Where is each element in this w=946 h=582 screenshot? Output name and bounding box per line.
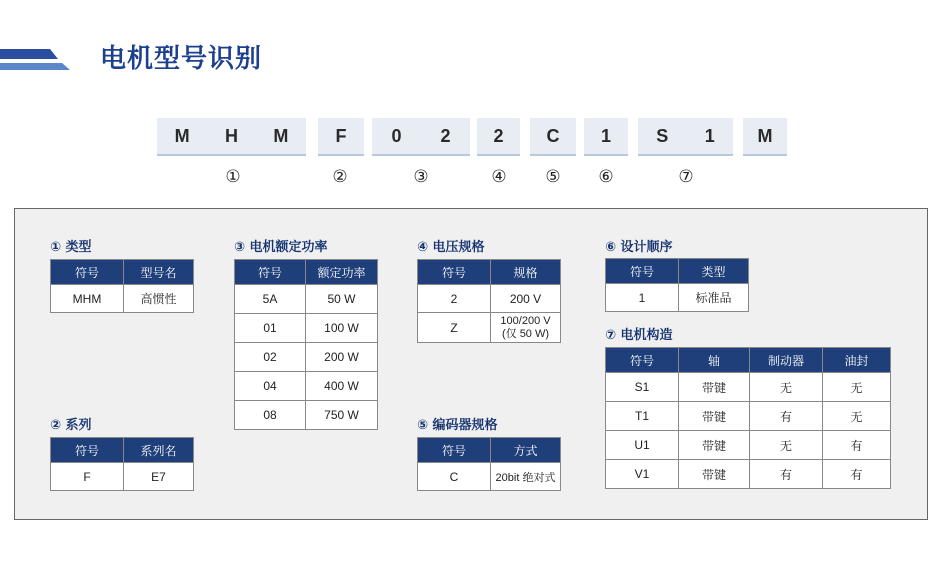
voltage-note: (仅 50 W) [501, 327, 550, 340]
code-group-encoder [530, 118, 576, 156]
code-marker: ② [332, 167, 348, 187]
table-cell: 200 W [306, 343, 378, 372]
code-letter: 2 [493, 125, 504, 146]
section-title-type: ① 类型 [50, 240, 92, 255]
code-group-power [372, 118, 470, 156]
code-marker: ③ [413, 167, 429, 187]
table-cell: 50 W [306, 285, 378, 314]
table-row [235, 285, 378, 314]
title-decoration-icon [0, 46, 82, 74]
code-group-design [584, 118, 628, 156]
section-title-voltage: ④ 电压规格 [417, 240, 485, 255]
table-cell: 无 [823, 402, 891, 431]
section-title-encoder: ⑤ 编码器规格 [417, 418, 498, 433]
table-row [606, 460, 891, 489]
table-cell: E7 [124, 463, 194, 491]
code-letter: M [273, 125, 289, 146]
table-cell: 带键 [679, 460, 750, 489]
table-cell: 带键 [679, 431, 750, 460]
section-title-design: ⑥ 设计顺序 [605, 240, 673, 255]
table-cell: 04 [235, 372, 306, 401]
table-row [235, 401, 378, 430]
table-header: 符号 [606, 348, 679, 373]
code-letter: 0 [391, 125, 402, 146]
table-row [418, 313, 561, 343]
table-row [606, 284, 749, 312]
table-cell: 1 [606, 284, 679, 312]
table-row [606, 431, 891, 460]
table-header: 轴 [679, 348, 750, 373]
table-cell: S1 [606, 373, 679, 402]
table-cell: 2 [418, 285, 491, 313]
table-cell: 400 W [306, 372, 378, 401]
table-header: 符号 [606, 259, 679, 284]
table-cell: T1 [606, 402, 679, 431]
table-header: 方式 [491, 438, 561, 463]
code-group-voltage [477, 118, 520, 156]
code-marker: ① [225, 167, 241, 187]
table-row [51, 285, 194, 313]
table-header: 额定功率 [306, 260, 378, 285]
table-cell: 带键 [679, 402, 750, 431]
power-table [234, 259, 378, 430]
code-letter: S [656, 125, 669, 146]
code-group-structure [638, 118, 733, 156]
table-header: 类型 [679, 259, 749, 284]
table-header: 系列名 [124, 438, 194, 463]
table-row [606, 402, 891, 431]
table-cell: U1 [606, 431, 679, 460]
table-header: 符号 [235, 260, 306, 285]
table-cell: 20bit 绝对式 [491, 463, 561, 491]
table-header: 符号 [51, 260, 124, 285]
table-header: 符号 [51, 438, 124, 463]
code-letter: M [174, 125, 190, 146]
code-letter: 2 [440, 125, 451, 146]
voltage-value: 100/200 V [500, 314, 551, 327]
encoder-table [417, 437, 561, 491]
type-table [50, 259, 194, 313]
table-header: 型号名 [124, 260, 194, 285]
table-cell: 无 [750, 373, 823, 402]
legend-panel [14, 208, 928, 520]
table-cell: 750 W [306, 401, 378, 430]
table-cell: 02 [235, 343, 306, 372]
code-marker: ⑦ [678, 167, 694, 187]
section-title-structure: ⑦ 电机构造 [605, 328, 673, 343]
structure-table [605, 347, 891, 489]
table-cell: 有 [823, 460, 891, 489]
table-cell: 200 V [491, 285, 561, 313]
table-cell: 有 [750, 402, 823, 431]
table-cell: V1 [606, 460, 679, 489]
section-title-power: ③ 电机额定功率 [234, 240, 328, 255]
code-letter: 1 [600, 125, 611, 146]
table-row [51, 463, 194, 491]
table-row [235, 314, 378, 343]
series-table [50, 437, 194, 491]
code-marker: ⑤ [545, 167, 561, 187]
section-title-series: ② 系列 [50, 418, 92, 433]
table-row [606, 373, 891, 402]
table-row [235, 343, 378, 372]
table-header: 符号 [418, 438, 491, 463]
table-cell: 标准品 [679, 284, 749, 312]
table-header: 符号 [418, 260, 491, 285]
code-marker: ④ [491, 167, 507, 187]
table-cell: 08 [235, 401, 306, 430]
code-group-type [157, 118, 306, 156]
table-cell: F [51, 463, 124, 491]
table-cell: 有 [750, 460, 823, 489]
table-cell: 无 [750, 431, 823, 460]
voltage-table [417, 259, 561, 343]
code-letter: F [335, 125, 347, 146]
table-header: 油封 [823, 348, 891, 373]
table-cell: 5A [235, 285, 306, 314]
table-cell [491, 313, 561, 343]
table-row [418, 285, 561, 313]
page-title: 电机型号识别 [100, 44, 263, 74]
table-row [418, 463, 561, 491]
table-cell: 高惯性 [124, 285, 194, 313]
table-cell: 无 [823, 373, 891, 402]
table-cell: 01 [235, 314, 306, 343]
table-header: 规格 [491, 260, 561, 285]
table-cell: 带键 [679, 373, 750, 402]
code-letter: 1 [704, 125, 715, 146]
table-cell: 100 W [306, 314, 378, 343]
design-table [605, 258, 749, 312]
table-row [235, 372, 378, 401]
table-cell: C [418, 463, 491, 491]
code-letter: C [546, 125, 560, 146]
code-group-special [743, 118, 787, 156]
table-cell: 有 [823, 431, 891, 460]
code-marker: ⑥ [598, 167, 614, 187]
code-letter: H [224, 125, 238, 146]
table-cell: MHM [51, 285, 124, 313]
table-header: 制动器 [750, 348, 823, 373]
code-letter: M [757, 125, 773, 146]
code-group-series [318, 118, 364, 156]
table-cell: Z [418, 313, 491, 343]
